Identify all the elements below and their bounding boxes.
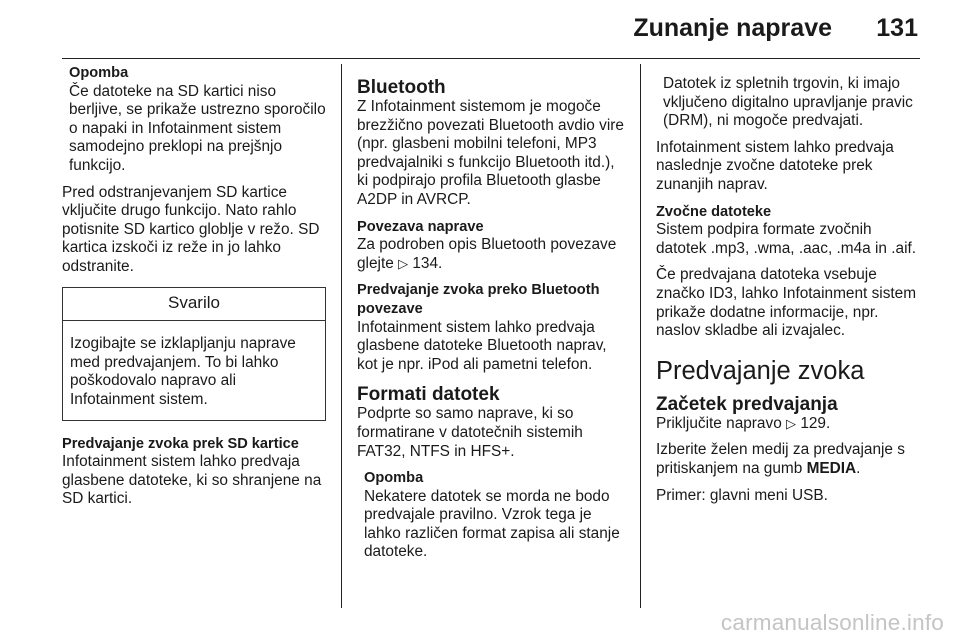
page-ref-link[interactable]: 129. bbox=[800, 414, 831, 432]
bluetooth-heading: Bluetooth bbox=[357, 77, 446, 98]
note-text: Datotek iz spletnih trgovin, ki imajo vključeno digitalno upravljanje pravic (DRM), ni mogoče predvajati. bbox=[663, 75, 913, 130]
example-text: Primer: glavni meni USB. bbox=[656, 486, 828, 504]
file-formats-heading: Formati datotek bbox=[357, 384, 500, 406]
file-formats-text: Podprte so samo naprave, ki so formatirane v datotečnih sistemih FAT32, NTFS in HFS+. bbox=[357, 405, 583, 460]
audio-playback-heading: Predvajanje zvoka bbox=[656, 356, 865, 385]
device-connection-text: Za podroben opis Bluetooth povezave glejte ▷ 134. bbox=[357, 236, 617, 272]
note-text: Nekatere datotek se morda ne bodo predvajale pravilno. Vzrok tega je lahko različen format zapisa ali stanje datoteke. bbox=[364, 487, 620, 561]
audio-files-text: Sistem podpira formate zvočnih datotek .mp3, .wma, .aac, .m4a in .aif. bbox=[656, 221, 917, 257]
start-playback-heading: Začetek predvajanja bbox=[656, 393, 838, 415]
column-1 bbox=[62, 64, 326, 517]
warning-text: Izogibajte se izklapljanju naprave med predvajanjem. To bi lahko poškodovalo napravo ali Infotainment sistem. bbox=[70, 335, 296, 408]
page-title: Zunanje naprave bbox=[633, 14, 832, 42]
warning-title: Svarilo bbox=[63, 288, 325, 322]
page-ref-link[interactable]: 134. bbox=[412, 254, 443, 272]
id3-paragraph: Če predvajana datoteka vsebuje značko ID3, lahko Infotainment sistem prikaže dodatne informacije, npr. naslov skladbe ali izvajalec. bbox=[656, 266, 917, 340]
select-media-text: Izberite želen medij za predvajanje s pritiskanjem na gumb MEDIA. bbox=[656, 441, 905, 477]
device-connection-heading: Povezava naprave bbox=[357, 218, 484, 235]
note-text: Če datoteke na SD kartici niso berljive, se prikaže ustrezno sporočilo o napaki in Infotainment sistem samodejno preklopi na prejšnjo funkcijo. bbox=[69, 82, 326, 174]
page-ref-arrow-icon: ▷ bbox=[786, 415, 797, 431]
note-sd-unreadable bbox=[62, 64, 326, 176]
sd-removal-paragraph: Pred odstranjevanjem SD kartice vključite drugo funkcijo. Nato rahlo potisnite SD kartico globlje v režo. SD kartica izskoči iz reže in jo lahko odstranite. bbox=[62, 183, 320, 275]
column-2 bbox=[357, 64, 627, 570]
header-rule bbox=[62, 58, 920, 59]
bluetooth-playback-text: Infotainment sistem lahko predvaja glasbene datoteke Bluetooth naprav, kot je npr. iPod ali pametni telefon. bbox=[357, 318, 607, 373]
watermark: carmanualsonline.info bbox=[720, 610, 944, 635]
warning-box bbox=[62, 287, 326, 421]
note-file-playback bbox=[357, 469, 627, 562]
column-3 bbox=[656, 64, 924, 513]
media-button-label: MEDIA bbox=[806, 459, 857, 477]
page-number: 131 bbox=[876, 14, 918, 42]
start-playback-text: Priključite napravo ▷ 129. bbox=[656, 414, 831, 432]
bluetooth-text: Z Infotainment sistemom je mogoče brezžično povezati Bluetooth avdio vire (npr. glasbeni mobilni telefoni, MP3 predvajalniki s funkcijo Bluetooth itd.), ki podpirajo profila Bluetooth glasbe A2DP in AVRCP. bbox=[357, 98, 624, 208]
sd-playback-text: Infotainment sistem lahko predvaja glasbene datoteke, ki so shranjene na SD kartici. bbox=[62, 453, 322, 508]
column-divider-1 bbox=[341, 64, 342, 608]
sd-playback-heading: Predvajanje zvoka prek SD kartice bbox=[62, 435, 299, 452]
column-divider-2 bbox=[640, 64, 641, 608]
note-drm-continued bbox=[656, 75, 924, 131]
page-ref-arrow-icon: ▷ bbox=[398, 255, 409, 271]
external-files-paragraph: Infotainment sistem lahko predvaja naslednje zvočne datoteke prek zunanjih naprav. bbox=[656, 138, 894, 193]
bluetooth-playback-heading: Predvajanje zvoka preko Bluetooth povezave bbox=[357, 282, 600, 317]
note-heading: Opomba bbox=[69, 65, 129, 81]
audio-files-heading: Zvočne datoteke bbox=[656, 203, 772, 220]
note-heading: Opomba bbox=[364, 470, 424, 487]
